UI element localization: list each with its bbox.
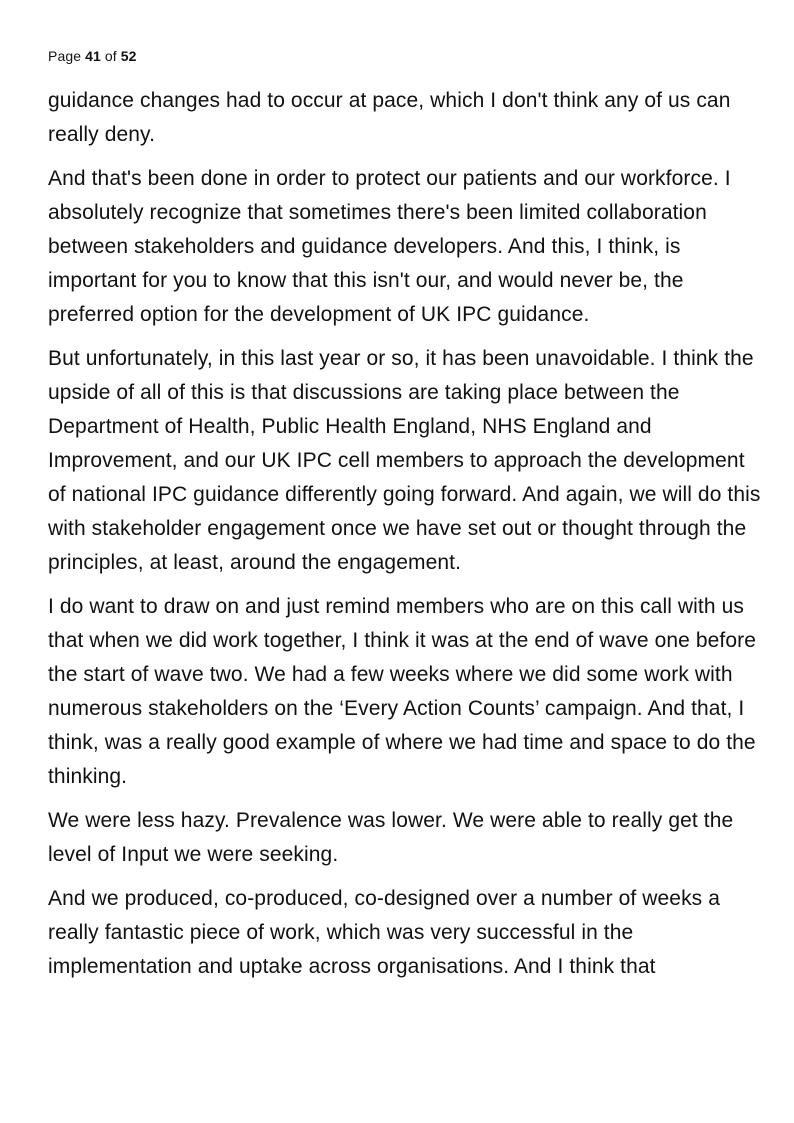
of-label: of [104, 48, 117, 64]
paragraph: We were less hazy. Prevalence was lower. We were able to really get the level of Input we were seeking. [48, 809, 734, 866]
paragraph: But unfortunately, in this last year or so, it has been unavoidable. I think the upside of all of this is that discussions are taking place between the Department of Health, Public Health England, NHS England and Improvement, and our UK IPC cell members to approach the development of national IPC guidance differently going forward. And again, we will do this with stakeholder engagement once we have set out or thought through the principles, at least, around the engagement. [48, 347, 761, 574]
total-pages: 52 [120, 48, 137, 64]
current-page: 41 [85, 48, 101, 64]
paragraph: And that's been done in order to protect our patients and our workforce. I absolutely recognize that sometimes there's been limited collaboration between stakeholders and guidance developers. And this, I think, is important for you to know that this isn't our, and would never be, the preferred option for the development of UK IPC guidance. [48, 167, 731, 326]
page-number [48, 46, 137, 66]
transcript-body [48, 84, 764, 994]
paragraph: And we produced, co-produced, co-designed over a number of weeks a really fantastic piece of work, which was very successful in the implementation and uptake across organisations. And I think that [48, 887, 720, 978]
paragraph: guidance changes had to occur at pace, which I don't think any of us can really deny. [48, 89, 731, 146]
page-label: Page [48, 48, 82, 64]
paragraph: I do want to draw on and just remind members who are on this call with us that when we did work together, I think it was at the end of wave one before the start of wave two. We had a few weeks where we did some work with numerous stakeholders on the ‘Every Action Counts’ campaign. And that, I think, was a really good example of where we had time and space to do the thinking. [48, 595, 757, 788]
